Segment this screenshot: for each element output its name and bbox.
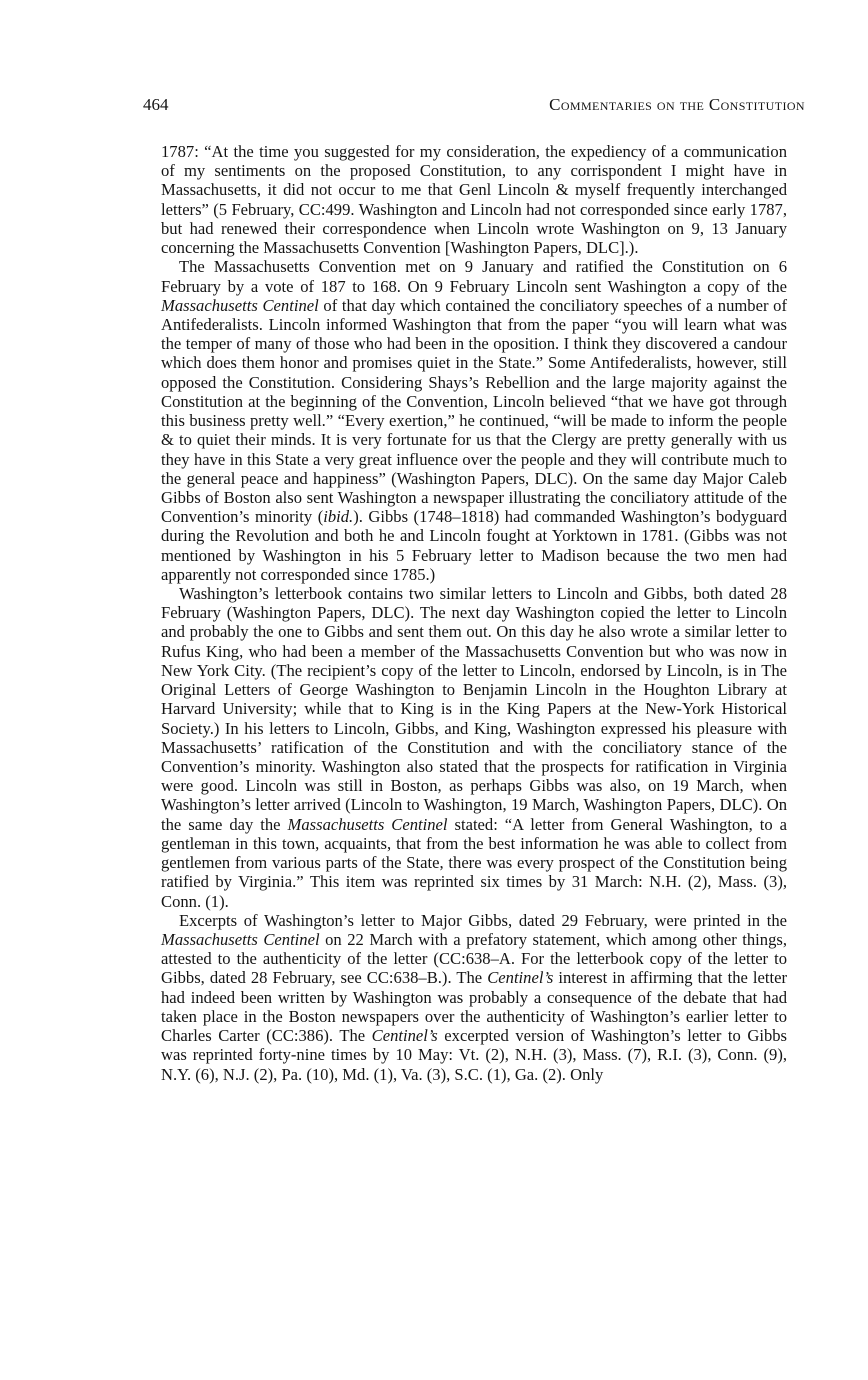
italic-ibid: ibid. bbox=[323, 507, 354, 527]
running-title: Commentaries on the Constitution bbox=[549, 95, 805, 114]
text-segment: Washington’s letterbook contains two similar letters to Lincoln and Gibbs, both dated 28 February (Washington Papers, DLC). The next day Washington copied the letter to Lincoln and probably the one to Gibbs and sent them out. On this day he also wrote a similar letter to Rufus King, who had been a member of the Massachusetts Convention but who was now in New York City. (The recipient’s copy of the letter to Lincoln, endorsed by Lincoln, is in The Original Letters of George Washington to Benjamin Lincoln in the Houghton Library at Harvard University; while that to King is in the King Papers at the New-York Historical Society.) In his letters to Lincoln, Gibbs, and King, Washington expressed his pleasure with Massachusetts’ ratification of the Constitution and with the conciliatory stance of the Convention’s minority. Washington also stated that the prospects for ratification in Virginia were good. Lincoln was still in Boston, as perhaps Gibbs was also, on 19 March, when Washington’s letter arrived (Lincoln to Washington, 19 March, Washington Papers, DLC). On the same day the bbox=[161, 584, 787, 834]
running-head bbox=[143, 95, 805, 119]
italic-newspaper-title: Massachusetts Centinel bbox=[161, 929, 320, 949]
text-segment: stated: “A letter from General Washington, to a gentleman in this town, acquaints, that from the best information he was able to collect from gentlemen from various parts of the State, there was every prospect of the Constitution being ratified by Virginia.” This item was reprinted six times by 31 March: N.H. (2), Mass. (3), Conn. (1). bbox=[161, 814, 787, 911]
text-segment: 1787: “At the time you suggested for my consideration, the expediency of a communication of my sentiments on the proposed Constitution, to any corrispondent I might have in Massachusetts, it did not occur to me that Genl Lincoln & myself frequently interchanged letters” (5 February, CC:499. Washington and Lincoln had not corresponded since early 1787, but had renewed their correspondence when Lincoln wrote Washington on 9, 13 January concerning the Massachusetts Convention [Washington Papers, DLC].). bbox=[161, 142, 787, 258]
text-segment: The Massachusetts Convention met on 9 January and ratified the Constitution on 6 February by a vote of 187 to 168. On 9 February Lincoln sent Washington a copy of the bbox=[161, 257, 787, 296]
italic-newspaper-title: Massachusetts Centinel bbox=[161, 295, 319, 315]
text-segment: interest in affirming that the letter had indeed been written by Washington was probably a consequence of the debate that had taken place in the Boston newspapers over the authenticity of Washington’s earlier letter to Charles Carter (CC:386). The bbox=[161, 968, 788, 1046]
paragraph-1 bbox=[161, 142, 787, 257]
italic-newspaper-title: Centinel’s bbox=[487, 968, 554, 988]
text-segment: on 22 March with a prefatory statement, which among other things, attested to the authenticity of the letter (CC:638–A. For the letterbook copy of the letter to Gibbs, dated 28 February, see CC:638–B.). The bbox=[161, 929, 787, 988]
italic-newspaper-title: Massachusetts Centinel bbox=[287, 814, 448, 834]
paragraph-2 bbox=[161, 257, 787, 584]
body-text bbox=[161, 142, 787, 1084]
text-segment: of that day which contained the conciliatory speeches of a number of Antifederalists. Lincoln informed Washington that from the paper “you will learn what was the temper of many of those who had been in the oposition. I think they discovered a candour which does them honor and promises quiet in the State.” Some Antifederalists, however, still opposed the Constitution. Considering Shays’s Rebellion and the large majority against the Constitution at the beginning of the Convention, Lincoln believed “that we have got through this business pretty well.” “Every exertion,” he continued, “will be made to inform the people & to quiet their minds. It is very fortunate for us that the Clergy are pretty generally with us they have in this State a very great influence over the people and they will contribute much to the general peace and happiness” (Washington Papers, DLC). On the same day Major Caleb Gibbs of Boston also sent Washington a newspaper illustrating the conciliatory attitude of the Convention’s minority ( bbox=[161, 295, 787, 527]
paragraph-4 bbox=[161, 911, 787, 1084]
paragraph-3 bbox=[161, 584, 787, 911]
text-segment: excerpted version of Washington’s letter to Gibbs was reprinted forty-nine times by 10 May: Vt. (2), N.H. (3), Mass. (7), R.I. (3), Conn. (9), N.Y. (6), N.J. (2), Pa. (10), Md. (1), Va. (3), S.C. (1), Ga. (2). Only bbox=[161, 1026, 787, 1084]
text-segment: Excerpts of Washington’s letter to Major Gibbs, dated 29 February, were printed in the bbox=[179, 910, 787, 930]
text-segment: ). Gibbs (1748–1818) had commanded Washington’s bodyguard during the Revolution and both he and Lincoln fought at Yorktown in 1781. (Gibbs was not mentioned by Washington in his 5 February letter to Madison because the two men had apparently not corresponded since 1785.) bbox=[161, 507, 787, 584]
page-number: 464 bbox=[143, 95, 169, 114]
italic-newspaper-title: Centinel’s bbox=[371, 1026, 438, 1046]
